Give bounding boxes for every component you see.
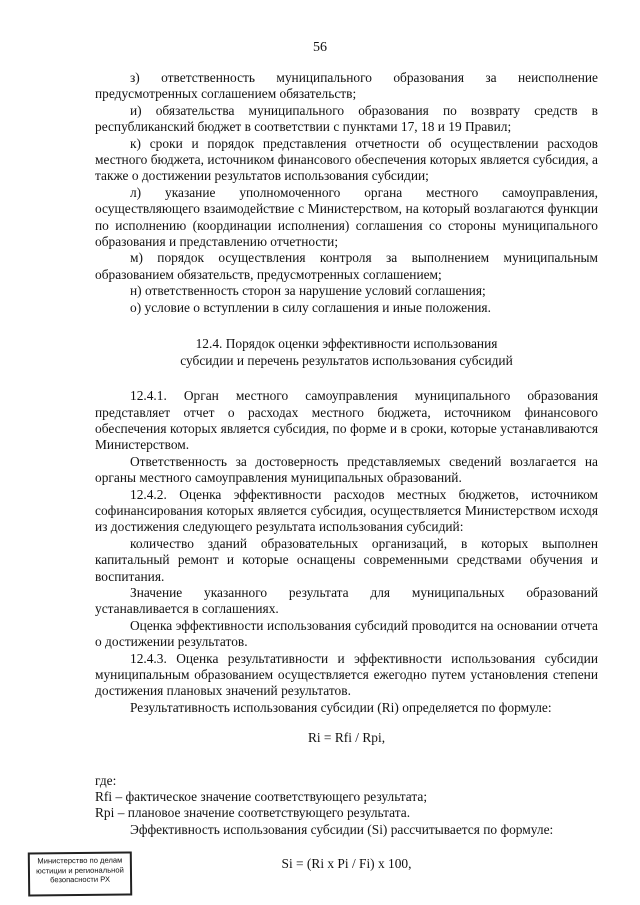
section-heading-line2: субсидии и перечень результатов использования субсидий xyxy=(180,353,513,369)
section-heading-line1: 12.4. Порядок оценки эффективности использования xyxy=(195,336,498,352)
page-number: 56 xyxy=(313,40,327,55)
stamp-line2: юстиции и региональной xyxy=(36,865,124,875)
list-item-k: к) сроки и порядок представления отчетности об осуществлении расходов местного бюджета, источником финансового обеспечения которых является субсидия, а также о достижении результатов использования субсидии; xyxy=(95,135,598,184)
stamp-line1: Министерство по делам xyxy=(37,855,123,866)
formula-si: Si = (Ri x Pi / Fi) x 100, xyxy=(281,856,412,872)
definition-rpi: Rpi – плановое значение соответствующего результата. xyxy=(95,805,411,821)
list-item-m: м) порядок осуществления контроля за выполнением муниципальным образованием обязательств, предусмотренных соглашением; xyxy=(95,250,598,282)
stamp-line3: безопасности РХ xyxy=(50,874,111,885)
section-heading xyxy=(95,335,598,369)
list-item-n: н) ответственность сторон за нарушение условий соглашения; xyxy=(130,283,486,299)
list-item-z: з) ответственность муниципального образования за неисполнение предусмотренных соглашением обязательств; xyxy=(95,70,598,102)
paragraph-evaluation-basis: Оценка эффективности использования субсидий проводится на основании отчета о достижении результатов. xyxy=(95,617,598,650)
paragraph-12-4-1: 12.4.1. Орган местного самоуправления муниципального образования представляет отчет о расходах местного бюджета, источником финансового обеспечения которых является субсидия, по форме и в сроки, которые устанавливаются Министерством. xyxy=(95,388,598,453)
paragraph-result-value: Значение указанного результата для муниципальных образований устанавливается в соглашениях. xyxy=(95,584,598,617)
list-item-i: и) обязательства муниципального образования по возврату средств в республиканский бюджет в соответствии с пунктами 17, 18 и 19 Правил; xyxy=(95,102,598,135)
paragraph-responsibility: Ответственность за достоверность представляемых сведений возлагается на органы местного самоуправления муниципальных образований. xyxy=(95,453,598,486)
where-label: где: xyxy=(95,772,117,788)
list-item-o: о) условие о вступлении в силу соглашения и иные положения. xyxy=(130,299,491,315)
ministry-stamp xyxy=(28,851,132,896)
paragraph-si-formula-intro: Эффективность использования субсидии (Si) рассчитывается по формуле: xyxy=(130,821,554,837)
paragraph-12-4-3: 12.4.3. Оценка результативности и эффективности использования субсидии муниципальным образованием осуществляется ежегодно путем установления степени достижения плановых значений результатов. xyxy=(95,650,598,699)
paragraph-ri-formula-intro: Результативность использования субсидии (Ri) определяется по формуле: xyxy=(130,699,552,715)
list-item-l: л) указание уполномоченного органа местного самоуправления, осуществляющего взаимодействие с Министерством, на который возлагаются функции по исполнению (координации исполнения) соглашения со стороны муниципального образования и представлению отчетности; xyxy=(95,184,598,250)
document-body xyxy=(95,70,598,873)
paragraph-12-4-2: 12.4.2. Оценка эффективности расходов местных бюджетов, источником софинансирования которых является субсидия, осуществляется Министерством исходя из достижения следующего результата использования субсидий: xyxy=(95,486,598,535)
paragraph-result-indicator: количество зданий образовательных организаций, в которых выполнен капитальный ремонт и которые оснащены современными средствами обучения и воспитания. xyxy=(95,535,598,584)
formula-ri: Ri = Rfi / Rpi, xyxy=(307,730,386,746)
definition-rfi: Rfi – фактическое значение соответствующего результата; xyxy=(95,789,428,805)
